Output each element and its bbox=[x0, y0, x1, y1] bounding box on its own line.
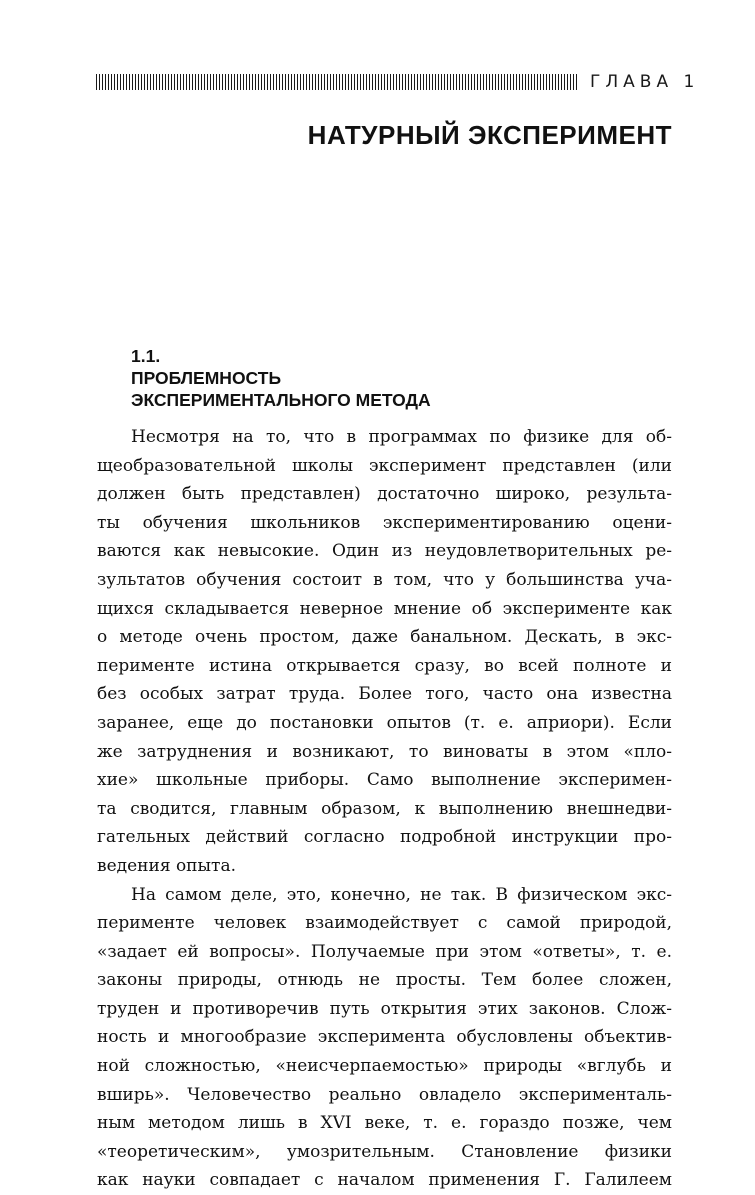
text-line: труден и противоречив путь открытия этих законов. Слож- bbox=[97, 995, 672, 1024]
section-title-line: ПРОБЛЕМНОСТЬ bbox=[131, 367, 671, 389]
section-title-line: ЭКСПЕРИМЕНТАЛЬНОГО МЕТОДА bbox=[131, 389, 671, 411]
text-line: щихся складывается неверное мнение об эксперименте как bbox=[97, 595, 672, 624]
text-line: ной сложностью, «неисчерпаемостью» природы «вглубь и bbox=[97, 1052, 672, 1081]
text-line: заранее, еще до постановки опытов (т. е. априори). Если bbox=[97, 709, 672, 738]
text-line: как науки совпадает с началом применения Г. Галилеем bbox=[97, 1166, 672, 1195]
text-line: «задает ей вопросы». Получаемые при этом «ответы», т. е. bbox=[97, 938, 672, 967]
text-line: та сводится, главным образом, к выполнению внешнедви- bbox=[97, 795, 672, 824]
body-text bbox=[97, 423, 672, 1195]
text-line: вширь». Человечество реально овладело эксперименталь- bbox=[97, 1081, 672, 1110]
text-line: щеобразовательной школы эксперимент представлен (или bbox=[97, 452, 672, 481]
chapter-label: ГЛАВА 1 bbox=[590, 72, 699, 92]
text-line: хие» школьные приборы. Само выполнение эксперимен- bbox=[97, 766, 672, 795]
chapter-title: НАТУРНЫЙ ЭКСПЕРИМЕНТ bbox=[308, 120, 672, 151]
text-line: Несмотря на то, что в программах по физике для об- bbox=[97, 423, 672, 452]
text-line: ведения опыта. bbox=[97, 852, 672, 881]
section-heading bbox=[131, 345, 671, 411]
text-line: о методе очень простом, даже банальном. Дескать, в экс- bbox=[97, 623, 672, 652]
text-line: ным методом лишь в XVI веке, т. е. гораздо позже, чем bbox=[97, 1109, 672, 1138]
text-line: без особых затрат труда. Более того, часто она известна bbox=[97, 680, 672, 709]
text-line: должен быть представлен) достаточно широко, результа- bbox=[97, 480, 672, 509]
text-line: законы природы, отнюдь не просты. Тем более сложен, bbox=[97, 966, 672, 995]
text-line: ты обучения школьников экспериментированию оцени- bbox=[97, 509, 672, 538]
text-line: На самом деле, это, конечно, не так. В физическом экс- bbox=[97, 881, 672, 910]
text-line: ность и многообразие эксперимента обусловлены объектив- bbox=[97, 1023, 672, 1052]
text-line: зультатов обучения состоит в том, что у большинства уча- bbox=[97, 566, 672, 595]
text-line: перименте истина открывается сразу, во всей полноте и bbox=[97, 652, 672, 681]
text-line: гательных действий согласно подробной инструкции про- bbox=[97, 823, 672, 852]
text-line: ваются как невысокие. Один из неудовлетворительных ре- bbox=[97, 537, 672, 566]
text-line: же затруднения и возникают, то виноваты в этом «пло- bbox=[97, 738, 672, 767]
text-line: перименте человек взаимодействует с самой природой, bbox=[97, 909, 672, 938]
paragraph-2 bbox=[97, 881, 672, 1195]
header-decorative-rule bbox=[96, 74, 578, 90]
section-number: 1.1. bbox=[131, 345, 671, 367]
text-line: «теоретическим», умозрительным. Становление физики bbox=[97, 1138, 672, 1167]
paragraph-1 bbox=[97, 423, 672, 881]
